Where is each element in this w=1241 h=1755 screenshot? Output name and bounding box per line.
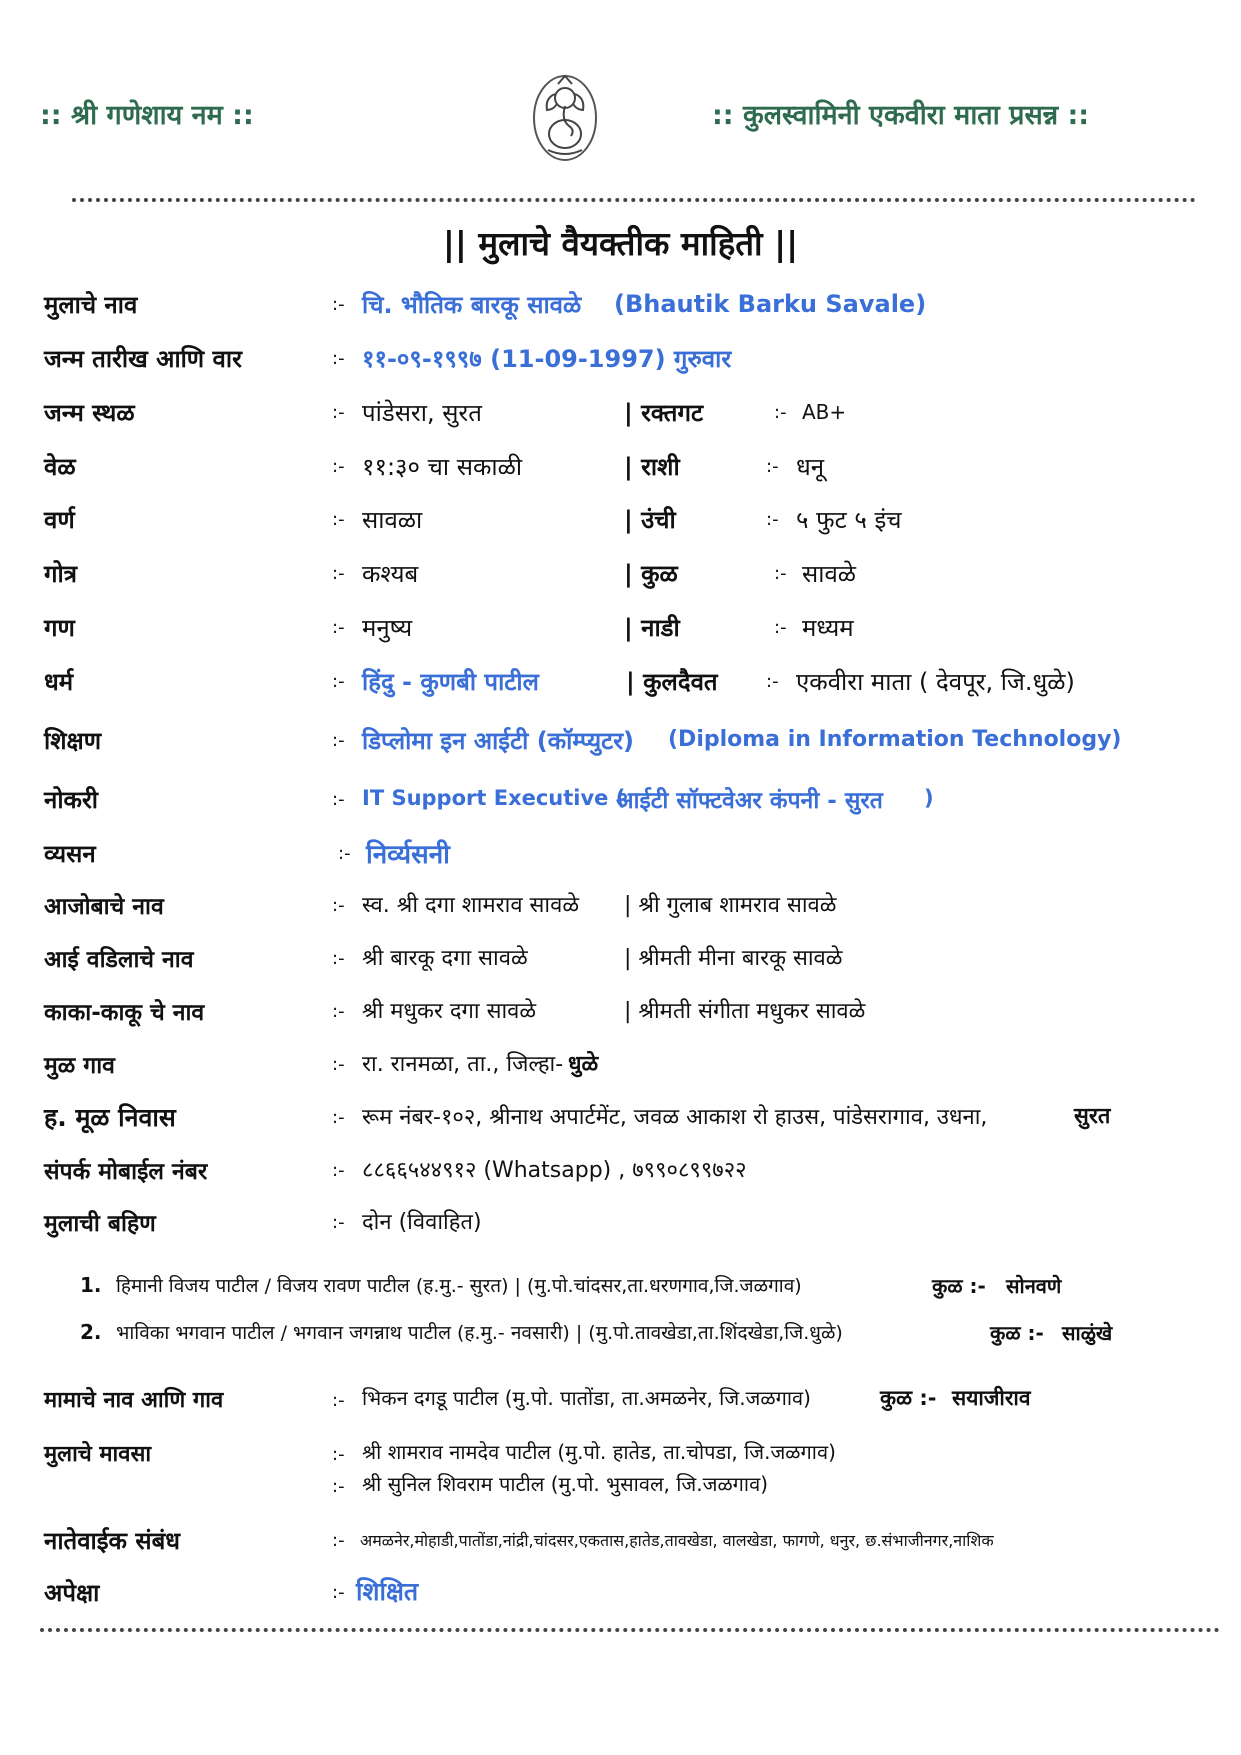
separator: :- [332, 563, 345, 584]
separator: :- [332, 402, 345, 423]
value-mother: | श्रीमती मीना बारकू सावळे [624, 946, 843, 971]
value-mavsa-2: श्री सुनिल शिवराम पाटील (मु.पो. भुसावल, जि.जळगाव) [362, 1472, 769, 1496]
separator: :- [774, 402, 787, 423]
value-job-end: ) [924, 786, 934, 810]
separator: :- [332, 895, 345, 916]
separator: :- [766, 509, 779, 530]
label-contact: संपर्क मोबाईल नंबर [44, 1159, 208, 1185]
value-relations: अमळनेर,मोहाडी,पातोंडा,नांद्री,चांदसर,एकतास,हातेड,तावखेडा, वालखेडा, फागणे, धनुर, छ.संभाजीनगर,नाशिक [360, 1531, 994, 1550]
value-education-en: (Diploma in Information Technology) [668, 727, 1122, 752]
label-religion: धर्म [44, 668, 74, 696]
value-habits: निर्व्यसनी [366, 840, 450, 870]
value-complexion: सावळा [362, 506, 423, 534]
value-name-en: (Bhautik Barku Savale) [614, 290, 927, 318]
label-mama: मामाचे नाव आणि गाव [44, 1388, 224, 1413]
value-religion: हिंदु - कुणबी पाटील [362, 668, 539, 696]
label-complexion: वर्ण [44, 506, 75, 534]
list-number: 1. [80, 1273, 102, 1297]
bottom-divider [40, 1628, 1220, 1632]
separator: :- [332, 1530, 345, 1551]
value-education: डिप्लोमा इन आईटी (कॉम्प्युटर) [362, 727, 635, 755]
value-kul: सावळे [802, 560, 857, 588]
separator: :- [332, 1582, 345, 1603]
label-gan: गण [44, 614, 75, 642]
value-birthplace: पांडेसरा, सुरत [362, 399, 482, 427]
label-education: शिक्षण [44, 727, 102, 755]
value-job-en: IT Support Executive ( [362, 786, 626, 810]
separator: :- [332, 294, 345, 315]
value-uncle: श्री मधुकर दगा सावळे [362, 999, 537, 1024]
value-village-district: धुळे [568, 1052, 599, 1077]
label-relations: नातेवाईक संबंध [44, 1527, 181, 1555]
value-aunt: | श्रीमती संगीता मधुकर सावळे [624, 999, 866, 1024]
separator: :- [332, 1476, 345, 1497]
label-uncle: काका-काकू चे नाव [44, 1000, 205, 1026]
label-expectation: अपेक्षा [44, 1579, 100, 1607]
header-left-text: :: श्री गणेशाय नम :: [40, 100, 254, 131]
separator: :- [766, 671, 779, 692]
separator: :- [332, 1390, 345, 1411]
separator: :- [332, 1444, 345, 1465]
label-nadi: | नाडी [624, 614, 680, 642]
label-blood-group: | रक्तगट [624, 399, 704, 427]
value-name: चि. भौतिक बारकू सावळे [362, 291, 582, 319]
label-parents: आई वडिलाचे नाव [44, 947, 194, 973]
separator: :- [332, 456, 345, 477]
value-blood-group: AB+ [802, 400, 847, 424]
label-time: वेळ [44, 453, 76, 481]
label-village: मुळ गाव [44, 1053, 115, 1079]
label-residence: ह. मूळ निवास [44, 1103, 176, 1132]
separator: :- [332, 1001, 345, 1022]
sister-kul: साळुंखे [1062, 1321, 1113, 1345]
value-father: श्री बारकू दगा सावळे [362, 946, 528, 971]
label-kuldaivat: | कुलदैवत [626, 668, 718, 696]
top-divider [72, 198, 1196, 202]
list-number: 2. [80, 1320, 102, 1344]
sister-detail: हिमानी विजय पाटील / विजय रावण पाटील (ह.मु.- सुरत) | (मु.पो.चांदसर,ता.धरणगाव,जि.जळगाव) [116, 1275, 802, 1297]
kul-label: कुळ :- [932, 1274, 986, 1298]
separator: :- [332, 348, 345, 369]
separator: :- [774, 617, 787, 638]
label-mavsa: मुलाचे मावसा [44, 1442, 152, 1467]
label-birthplace: जन्म स्थळ [44, 399, 135, 427]
separator: :- [766, 456, 779, 477]
separator: :- [332, 1212, 345, 1233]
value-expectation: शिक्षित [356, 1577, 419, 1606]
ganesha-icon [530, 72, 600, 164]
label-dob: जन्म तारीख आणि वार [44, 345, 242, 373]
kul-label: कुळ :- [880, 1386, 937, 1410]
value-nadi: मध्यम [802, 614, 854, 642]
value-height: ५ फुट ५ इंच [796, 506, 902, 534]
separator: :- [332, 789, 345, 810]
sister-detail: भाविका भगवान पाटील / भगवान जगन्नाथ पाटील (ह.मु.- नवसारी) | (मु.पो.तावखेडा,ता.शिंदखेडा,जि.धुळे) [116, 1322, 843, 1344]
value-residence: रूम नंबर-१०२, श्रीनाथ अपार्टमेंट, जवळ आकाश रो हाउस, पांडेसरागाव, उधना, [362, 1105, 988, 1130]
separator: :- [332, 1054, 345, 1075]
separator: :- [338, 843, 351, 864]
value-dob: ११-०९-१९९७ (11-09-1997) गुरुवार [362, 345, 732, 373]
value-contact: ८८६६५४४९१२ (Whatsapp) , ७९९०८९९७२२ [362, 1158, 747, 1183]
label-gotra: गोत्र [44, 560, 77, 588]
separator: :- [332, 509, 345, 530]
separator: :- [332, 617, 345, 638]
separator: :- [332, 1160, 345, 1181]
value-mavsa-1: श्री शामराव नामदेव पाटील (मु.पो. हातेड, ता.चोपडा, जि.जळगाव) [362, 1440, 836, 1464]
separator: :- [774, 563, 787, 584]
value-grandfather-2: | श्री गुलाब शामराव सावळे [624, 893, 837, 918]
header-right-text: :: कुलस्वामिनी एकवीरा माता प्रसन्न :: [712, 100, 1090, 131]
value-mama: भिकन दगडू पाटील (मु.पो. पातोंडा, ता.अमळनेर, जि.जळगाव) [362, 1386, 811, 1410]
kul-label: कुळ :- [990, 1321, 1044, 1345]
separator: :- [332, 948, 345, 969]
separator: :- [332, 1107, 345, 1128]
label-kul: | कुळ [624, 560, 678, 588]
value-gotra: कश्यब [362, 560, 419, 588]
label-habits: व्यसन [44, 840, 96, 868]
value-rashi: धनू [796, 453, 825, 481]
value-job: आईटी सॉफ्टवेअर कंपनी - सुरत [616, 788, 883, 814]
label-grandfather: आजोबाचे नाव [44, 894, 164, 920]
label-job: नोकरी [44, 786, 98, 814]
value-kuldaivat: एकवीरा माता ( देवपूर, जि.धुळे) [796, 668, 1075, 696]
value-gan: मनुष्य [362, 614, 413, 642]
value-mama-kul: सयाजीराव [952, 1386, 1031, 1410]
label-rashi: | राशी [624, 453, 680, 481]
page-title: || मुलाचे वैयक्तीक माहिती || [442, 224, 799, 263]
label-height: | उंची [624, 506, 676, 534]
value-time: ११:३० चा सकाळी [362, 453, 523, 481]
label-sisters: मुलाची बहिण [44, 1211, 156, 1237]
sister-kul: सोनवणे [1006, 1274, 1062, 1298]
label-name: मुलाचे नाव [44, 291, 138, 319]
separator: :- [332, 730, 345, 751]
separator: :- [332, 671, 345, 692]
value-village: रा. रानमळा, ता., जिल्हा- [362, 1052, 564, 1077]
value-residence-city: सुरत [1074, 1104, 1111, 1129]
value-grandfather: स्व. श्री दगा शामराव सावळे [362, 893, 580, 918]
value-sisters: दोन (विवाहित) [362, 1210, 482, 1235]
